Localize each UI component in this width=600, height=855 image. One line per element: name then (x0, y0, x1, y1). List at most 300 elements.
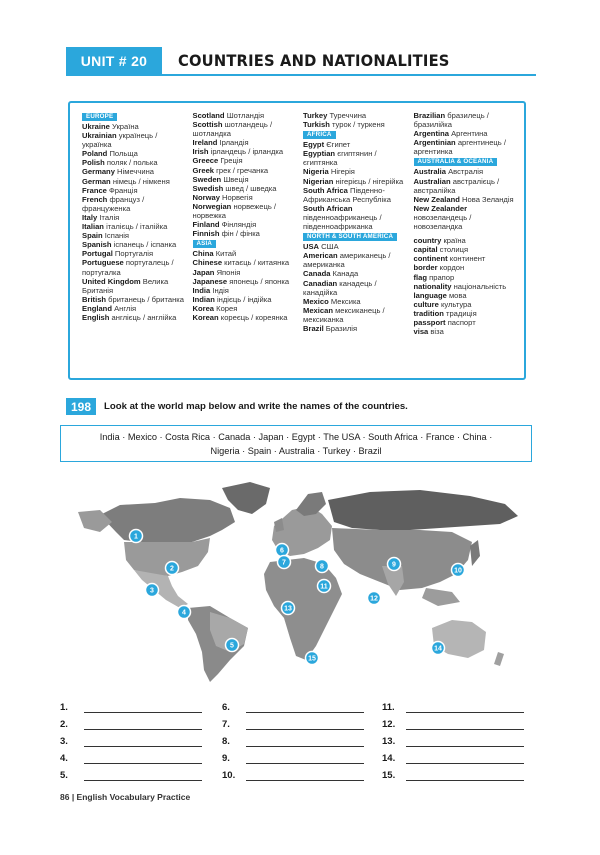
word-bank (60, 425, 532, 462)
vocab-word: Swedish (192, 183, 224, 193)
map-marker-10 (452, 564, 465, 577)
vocab-entry (193, 120, 298, 138)
vocab-word: China (192, 249, 214, 259)
answer-column-3 (382, 696, 524, 781)
vocab-entry (193, 175, 298, 184)
answer-line (222, 747, 364, 764)
marker-label: 1 (134, 533, 138, 541)
vocab-word: England (82, 303, 112, 313)
vocab-entry (414, 254, 519, 263)
vocab-translation: Японія (214, 267, 241, 277)
vocab-word: France (82, 185, 107, 195)
vocab-translation: новозеландець / новозеландка (413, 212, 472, 232)
world-map (60, 470, 540, 685)
vocab-translation: столиця (437, 245, 469, 255)
answer-line (382, 747, 524, 764)
vocab-column-4 (414, 111, 519, 378)
answer-number: 12. (382, 719, 396, 730)
vocab-entry (303, 269, 408, 278)
vocab-word: Argentina (413, 129, 449, 139)
vocab-entry (82, 240, 187, 249)
vocab-entry (82, 158, 187, 167)
vocab-word: Australian (413, 176, 451, 186)
vocab-translation: Індія (210, 285, 229, 295)
vocab-translation: Туреччина (327, 111, 367, 120)
map-marker-4 (178, 606, 191, 619)
vocab-entry (193, 166, 298, 175)
vocab-translation: континент (447, 254, 486, 264)
vocab-translation: Нігерія (328, 167, 355, 177)
vocab-entry (193, 286, 298, 295)
vocab-word: Greek (192, 165, 215, 175)
vocab-word: Argentinian (413, 138, 456, 148)
vocab-word: Egypt (303, 140, 325, 150)
vocab-entry (414, 327, 519, 336)
vocab-translation: південноафриканець / південноафриканка (303, 212, 382, 232)
vocab-word: South African (303, 203, 353, 213)
vocab-translation: грек / гречанка (214, 165, 269, 175)
vocab-translation: бразилець / бразилійка (413, 111, 489, 130)
answer-number: 13. (382, 736, 396, 747)
map-marker-13 (282, 602, 295, 615)
africa-landmass (264, 558, 342, 660)
vocab-word: Scotland (192, 111, 225, 120)
vocab-entry (414, 309, 519, 318)
vocab-entry (414, 245, 519, 254)
vocab-entry (303, 251, 408, 269)
answer-line (60, 764, 202, 781)
vocab-translation: Китай (213, 249, 237, 259)
vocab-entry (82, 313, 187, 322)
vocab-entry (303, 186, 408, 204)
vocab-column-1 (82, 111, 187, 378)
vocab-entry (193, 249, 298, 258)
vocab-entry (303, 167, 408, 176)
vocab-word: visa (413, 327, 429, 337)
vocab-entry (193, 304, 298, 313)
vocab-translation: канадець / канадійка (303, 278, 377, 297)
vocab-word: Japan (192, 267, 215, 277)
vocab-translation: національність (451, 281, 507, 291)
vocab-entry (193, 193, 298, 202)
vocab-entry (303, 279, 408, 297)
vocab-translation: Південно-Африканська Республіка (303, 185, 391, 204)
vocab-translation: Велика Британія (82, 276, 169, 295)
answer-blank-field[interactable] (406, 702, 524, 713)
vocab-translation: австралієць / австралійка (413, 176, 500, 195)
map-marker-6 (276, 544, 289, 557)
vocab-translation: американець / американка (303, 251, 391, 270)
marker-label: 15 (308, 655, 316, 663)
vocab-translation: Іспанія (102, 231, 130, 241)
marker-label: 3 (150, 587, 154, 595)
vocab-translation: ірландець / ірландка (208, 147, 284, 157)
vocab-word: Italian (82, 222, 104, 232)
marker-label: 8 (320, 563, 324, 571)
vocab-translation: поляк / полька (104, 158, 158, 168)
marker-label: 5 (230, 642, 234, 650)
answer-line (60, 713, 202, 730)
vocab-entry (414, 291, 519, 300)
vocab-translation: Аргентина (448, 129, 488, 139)
vocab-word: Mexico (303, 296, 329, 306)
vocab-translation: єгиптянин / єгиптянка (303, 149, 377, 168)
vocab-entry (82, 131, 187, 149)
vocab-entry (303, 140, 408, 149)
vocab-translation: німець / німкеня (110, 176, 170, 186)
vocab-translation: португалець / португалка (82, 258, 174, 277)
vocab-word: Japanese (192, 276, 228, 286)
vocab-word: South Africa (303, 185, 348, 195)
vocab-entry (193, 111, 298, 120)
vocab-translation: мова (446, 290, 467, 300)
marker-label: 10 (454, 567, 462, 575)
title-underline (66, 74, 536, 76)
section-heading: AUSTRALIA & OCEANIA (414, 158, 498, 166)
map-marker-1 (130, 530, 143, 543)
vocab-translation: Англія (111, 303, 137, 313)
vocab-translation: аргентинець / аргентинка (413, 138, 506, 157)
answer-blank-field[interactable] (84, 736, 202, 747)
vocab-column-2 (193, 111, 298, 378)
vocab-entry (193, 277, 298, 286)
vocab-word: Germany (82, 167, 115, 177)
vocab-entry (82, 258, 187, 276)
vocab-translation: італієць / італійка (103, 222, 168, 232)
vocab-entry (193, 147, 298, 156)
map-marker-7 (278, 556, 291, 569)
vocab-word: Norwegian (192, 201, 232, 211)
exercise-instruction: Look at the world map below and write the names of the countries. (104, 401, 408, 412)
answer-blank-field[interactable] (406, 719, 524, 730)
vocab-word: Korean (192, 312, 219, 322)
vocab-translation: традиція (443, 308, 477, 318)
vocab-entry (82, 304, 187, 313)
vocab-entry (303, 297, 408, 306)
vocab-translation: прапор (427, 272, 455, 282)
vocab-word: Chinese (192, 258, 223, 268)
vocab-translation: українець / українка (82, 131, 158, 150)
vocab-word: Spanish (82, 240, 112, 250)
vocab-word: Mexican (303, 305, 333, 315)
vocab-word: Canada (303, 269, 331, 279)
map-marker-8 (316, 560, 329, 573)
answer-number: 4. (60, 753, 68, 764)
vocab-entry (82, 213, 187, 222)
vocab-translation: китаєць / китаянка (222, 258, 290, 268)
exercise-header (66, 398, 408, 415)
vocab-entry (303, 111, 408, 120)
vocab-translation: Польща (107, 149, 138, 159)
vocab-entry (82, 231, 187, 240)
vocab-translation: Ірландія (217, 138, 249, 148)
answer-line (382, 696, 524, 713)
vocab-translation: кордон (437, 263, 465, 273)
vocab-entry (82, 249, 187, 258)
answer-line (60, 747, 202, 764)
map-marker-9 (388, 558, 401, 571)
vocab-entry (82, 177, 187, 186)
answer-blank-field[interactable] (84, 753, 202, 764)
vocab-entry (303, 324, 408, 333)
vocab-entry (414, 129, 519, 138)
scandinavia-landmass (296, 492, 326, 516)
answer-blank-field[interactable] (406, 736, 524, 747)
vocab-entry (414, 300, 519, 309)
word-bank-line-1: India · Mexico · Costa Rica · Canada · Japan · Egypt · The USA · South Africa · France · China · (99, 432, 493, 442)
new-zealand-landmass (494, 652, 504, 666)
vocab-word: Finnish (192, 229, 220, 239)
answer-blank-field[interactable] (406, 753, 524, 764)
vocab-entry (193, 295, 298, 304)
vocab-entry (82, 195, 187, 213)
vocab-translation: фін / фінка (219, 229, 260, 239)
vocab-entry (414, 263, 519, 272)
vocab-word: continent (413, 254, 448, 264)
vocab-translation: індієць / індійка (214, 294, 272, 304)
vocab-translation: США (319, 242, 339, 252)
answer-line (382, 764, 524, 781)
marker-label: 6 (280, 547, 284, 555)
page-footer: 86 | English Vocabulary Practice (60, 792, 191, 802)
marker-label: 7 (282, 559, 286, 567)
vocab-translation: Бразилія (323, 323, 358, 333)
answer-number: 8. (222, 736, 230, 747)
vocab-translation: кореєць / кореянка (218, 312, 288, 322)
vocab-word: Korea (192, 303, 215, 313)
vocab-word: Canadian (303, 278, 338, 288)
vocab-entry (193, 258, 298, 267)
vocab-word: passport (413, 317, 446, 327)
answer-line (222, 713, 364, 730)
vocab-word: Portugal (82, 249, 113, 259)
marker-label: 12 (370, 595, 378, 603)
marker-label: 9 (392, 561, 396, 569)
vocab-word: Norway (192, 192, 220, 202)
vocab-word: USA (303, 242, 320, 252)
vocab-word: Ukraine (82, 122, 110, 131)
vocab-entry (193, 220, 298, 229)
answer-number: 5. (60, 770, 68, 781)
vocab-entry (193, 313, 298, 322)
vocab-entry (193, 156, 298, 165)
vocab-translation: нігерієць / нігерійка (333, 176, 404, 186)
vocab-entry (414, 282, 519, 291)
vocab-word: New Zealander (413, 203, 468, 213)
map-marker-3 (146, 584, 159, 597)
vocab-word: New Zealand (413, 194, 460, 204)
vocab-translation: культура (438, 299, 472, 309)
answer-number: 15. (382, 770, 396, 781)
section-heading: NORTH & SOUTH AMERICA (303, 233, 397, 241)
answer-blank-field[interactable] (84, 770, 202, 781)
marker-label: 2 (170, 565, 174, 573)
unit-badge: UNIT # 20 (66, 47, 162, 75)
answer-blank-field[interactable] (84, 719, 202, 730)
answer-number: 10. (222, 770, 236, 781)
vocab-translation: Австралія (446, 167, 484, 177)
vocab-translation: Фінляндія (219, 220, 257, 230)
map-marker-11 (318, 580, 331, 593)
vocabulary-box (68, 101, 526, 380)
vocab-column-3 (303, 111, 408, 378)
answer-line (60, 730, 202, 747)
vocab-word: country (413, 236, 442, 246)
vocab-entry (303, 242, 408, 251)
answer-line (382, 730, 524, 747)
vocab-word: culture (413, 299, 439, 309)
mexico-landmass (134, 570, 188, 608)
vocab-translation: Нова Зеландія (459, 194, 514, 204)
vocab-entry (303, 204, 408, 231)
vocab-translation: Єгипет (324, 140, 351, 150)
answer-blank-field[interactable] (246, 770, 364, 781)
vocab-word: Turkey (303, 111, 328, 120)
vocab-entry (82, 167, 187, 176)
vocab-word: Scottish (192, 120, 223, 130)
vocab-word: Sweden (192, 174, 222, 184)
answer-blank-field[interactable] (246, 719, 364, 730)
vocab-translation: швед / шведка (223, 183, 277, 193)
vocab-entry (414, 204, 519, 231)
answer-blank-field[interactable] (84, 702, 202, 713)
answer-line (222, 764, 364, 781)
vocab-translation: Швеція (221, 174, 249, 184)
map-marker-5 (226, 639, 239, 652)
vocab-word: Italy (82, 212, 98, 222)
vocab-word: Turkish (303, 120, 330, 130)
map-marker-12 (368, 592, 381, 605)
vocab-word: Irish (192, 147, 209, 157)
vocab-translation: віза (428, 327, 444, 337)
answer-blank-field[interactable] (406, 770, 524, 781)
vocab-translation: японець / японка (227, 276, 290, 286)
vocab-word: Spain (82, 231, 103, 241)
answer-column-2 (222, 696, 364, 781)
vocab-translation: Португалія (112, 249, 154, 259)
section-heading: ASIA (193, 240, 217, 248)
answer-blank-field[interactable] (246, 753, 364, 764)
vocab-entry (414, 236, 519, 245)
vocab-entry (414, 177, 519, 195)
vocab-word: French (82, 194, 108, 204)
unit-title: COUNTRIES AND NATIONALITIES (178, 51, 450, 70)
southeast-asia-landmass (422, 588, 460, 606)
vocab-translation: Шотландія (224, 111, 265, 120)
vocab-word: German (82, 176, 111, 186)
answer-blank-field[interactable] (246, 702, 364, 713)
vocab-translation: Канада (330, 269, 359, 279)
vocab-translation: Італія (97, 212, 120, 222)
answer-line (222, 730, 364, 747)
vocab-entry (193, 138, 298, 147)
vocab-entry (303, 120, 408, 129)
vocab-word: United Kingdom (82, 276, 141, 286)
map-marker-14 (432, 642, 445, 655)
canada-landmass (100, 498, 235, 544)
vocab-translation: Греція (218, 156, 243, 166)
vocab-word: Indian (192, 294, 215, 304)
answer-number: 7. (222, 719, 230, 730)
vocab-entry (414, 318, 519, 327)
vocab-word: British (82, 294, 107, 304)
vocab-entry (414, 195, 519, 204)
vocab-translation: француз / француженка (82, 194, 145, 213)
answer-column-1 (60, 696, 202, 781)
vocab-entry (303, 306, 408, 324)
vocab-entry (82, 186, 187, 195)
vocab-translation: Корея (214, 303, 238, 313)
answer-line (60, 696, 202, 713)
answer-line (222, 696, 364, 713)
vocab-translation: англієць / англійка (109, 312, 177, 322)
vocab-word: border (413, 263, 438, 273)
answer-number: 9. (222, 753, 230, 764)
vocab-word: Nigerian (303, 176, 334, 186)
vocab-word: Egyptian (303, 149, 336, 159)
answer-blank-field[interactable] (246, 736, 364, 747)
marker-label: 4 (182, 609, 186, 617)
russia-landmass (328, 490, 518, 530)
answer-number: 14. (382, 753, 396, 764)
vocab-translation: паспорт (445, 317, 476, 327)
vocab-translation: Україна (109, 122, 139, 131)
vocab-translation: Норвегія (219, 192, 253, 202)
marker-label: 13 (284, 605, 292, 613)
vocab-entry (82, 277, 187, 295)
vocab-word: Brazilian (413, 111, 446, 120)
vocab-entry (82, 149, 187, 158)
vocab-word: language (413, 290, 447, 300)
vocab-word: Greece (192, 156, 219, 166)
map-marker-15 (306, 652, 319, 665)
answer-line (382, 713, 524, 730)
vocab-translation: турок / туркеня (329, 120, 385, 130)
vocab-word: Polish (82, 158, 105, 168)
vocab-word: tradition (413, 308, 444, 318)
answer-number: 11. (382, 702, 395, 713)
vocab-word: Poland (82, 149, 108, 159)
vocab-word: India (192, 285, 211, 295)
vocab-translation: країна (441, 236, 466, 246)
vocab-entry (414, 273, 519, 282)
answer-number: 1. (60, 702, 68, 713)
vocab-translation: Німеччина (114, 167, 154, 177)
answer-number: 2. (60, 719, 68, 730)
marker-label: 14 (434, 645, 442, 653)
word-bank-line-2: Nigeria · Spain · Australia · Turkey · Brazil (210, 446, 382, 456)
vocab-translation: шотландець / шотландка (192, 120, 273, 139)
vocab-entry (82, 295, 187, 304)
vocab-translation: британець / британка (106, 294, 184, 304)
vocab-word: Australia (413, 167, 446, 177)
vocab-word: Ukrainian (82, 131, 117, 141)
vocab-translation: норвежець / норвежка (192, 201, 276, 221)
answer-number: 3. (60, 736, 68, 747)
vocab-word: Portuguese (82, 258, 124, 268)
vocab-entry (414, 111, 519, 129)
marker-label: 11 (320, 583, 328, 591)
vocab-word: Brazil (303, 323, 324, 333)
vocab-entry (414, 167, 519, 176)
vocab-word: American (303, 251, 338, 261)
section-heading: EUROPE (82, 113, 117, 121)
vocab-word: flag (413, 272, 428, 282)
vocab-translation: Франція (106, 185, 138, 195)
vocab-entry (303, 177, 408, 186)
answer-number: 6. (222, 702, 230, 713)
vocab-word: Finland (192, 220, 220, 230)
